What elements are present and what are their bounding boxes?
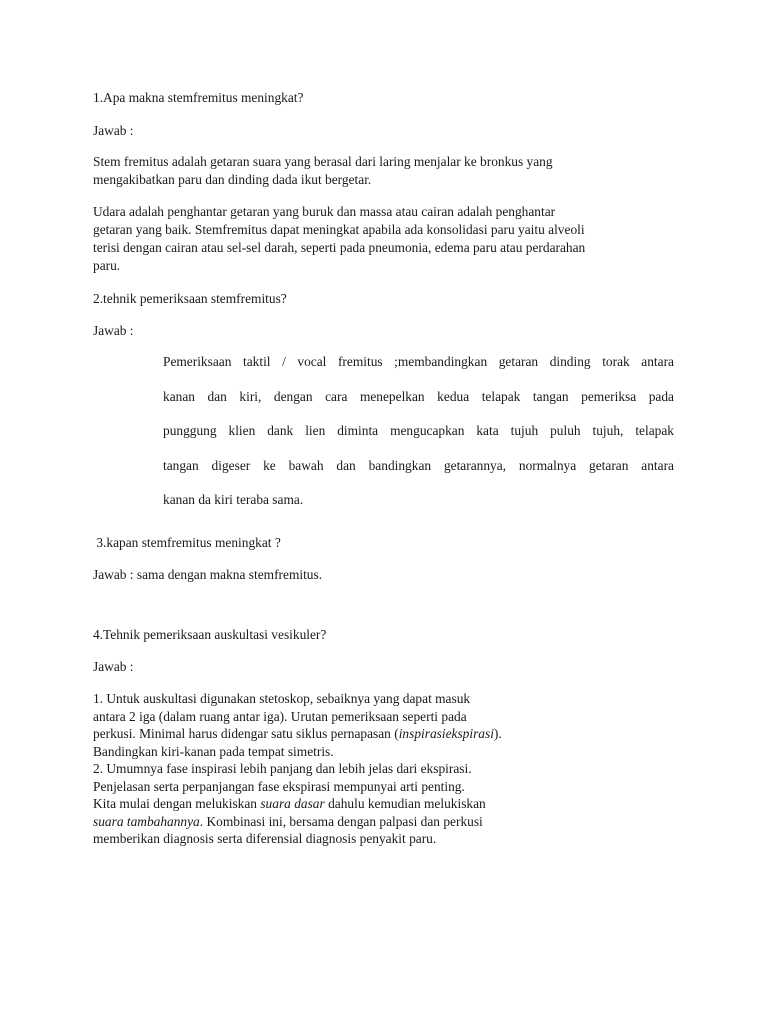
text-line: Bandingkan kiri-kanan pada tempat simetris.: [93, 743, 334, 759]
text-segment: Kita mulai dengan melukiskan: [93, 796, 261, 811]
answer-1-paragraph-1: [93, 153, 683, 189]
text-line: [93, 725, 683, 743]
text-line: kanan da kiri teraba sama.: [163, 492, 304, 507]
text-line: Penjelasan serta perpanjangan fase ekspirasi mempunyai arti penting.: [93, 778, 465, 794]
text-line: antara 2 iga (dalam ruang antar iga). Urutan pemeriksaan seperti pada: [93, 708, 467, 724]
italic-term: inspirasiekspirasi: [398, 726, 494, 741]
text-segment: ).: [493, 726, 502, 741]
text-line: [93, 795, 683, 813]
text-line: tangan digeser ke bawah dan bandingkan getarannya, normalnya getaran antara: [163, 457, 674, 473]
answer-1-paragraph-2: [93, 203, 683, 275]
text-line: Stem fremitus adalah getaran suara yang berasal dari laring menjalar ke bronkus yang: [93, 154, 553, 169]
answer-label-1: Jawab :: [93, 123, 134, 138]
text-line: Pemeriksaan taktil / vocal fremitus ;membandingkan getaran dinding torak antara: [163, 354, 674, 369]
question-4: 4.Tehnik pemeriksaan auskultasi vesikuler?: [93, 627, 327, 642]
answer-label-4: Jawab :: [93, 659, 134, 674]
answer-label-2: Jawab :: [93, 323, 134, 338]
question-2: 2.tehnik pemeriksaan stemfremitus?: [93, 291, 287, 306]
text-segment: . Kombinasi ini, bersama dengan palpasi dan perkusi: [199, 813, 483, 829]
text-line: terisi dengan cairan atau sel-sel darah, seperti pada pneumonia, edema paru atau perdarahan: [93, 240, 586, 255]
text-line: [93, 813, 683, 831]
text-segment: perkusi. Minimal harus didengar satu siklus pernapasan (: [93, 726, 399, 741]
question-1: 1.Apa makna stemfremitus meningkat?: [93, 90, 304, 105]
italic-term: suara dasar: [260, 796, 325, 811]
text-segment: dahulu kemudian melukiskan: [324, 796, 486, 811]
italic-term: suara tambahannya: [93, 813, 200, 829]
text-line: Udara adalah penghantar getaran yang buruk dan massa atau cairan adalah penghantar: [93, 204, 556, 219]
text-line: 1. Untuk auskultasi digunakan stetoskop, sebaiknya yang dapat masuk: [93, 691, 471, 706]
answer-4-block: [93, 690, 683, 848]
text-line: getaran yang baik. Stemfremitus dapat meningkat apabila ada konsolidasi paru yaitu alveoli: [93, 222, 585, 237]
answer-2-paragraph: [163, 345, 674, 518]
text-line: paru.: [93, 258, 121, 273]
question-3: 3.kapan stemfremitus meningkat ?: [93, 535, 281, 550]
text-line: punggung klien dank lien diminta mengucapkan kata tujuh puluh tujuh, telapak: [163, 423, 674, 438]
text-line: 2. Umumnya fase inspirasi lebih panjang dan lebih jelas dari ekspirasi.: [93, 761, 472, 776]
answer-3: Jawab : sama dengan makna stemfremitus.: [93, 567, 323, 582]
text-line: kanan dan kiri, dengan cara menepelkan kedua telapak tangan pemeriksa pada: [163, 388, 674, 404]
text-line: mengakibatkan paru dan dinding dada ikut bergetar.: [93, 172, 372, 187]
text-line: memberikan diagnosis serta diferensial diagnosis penyakit paru.: [93, 831, 437, 846]
